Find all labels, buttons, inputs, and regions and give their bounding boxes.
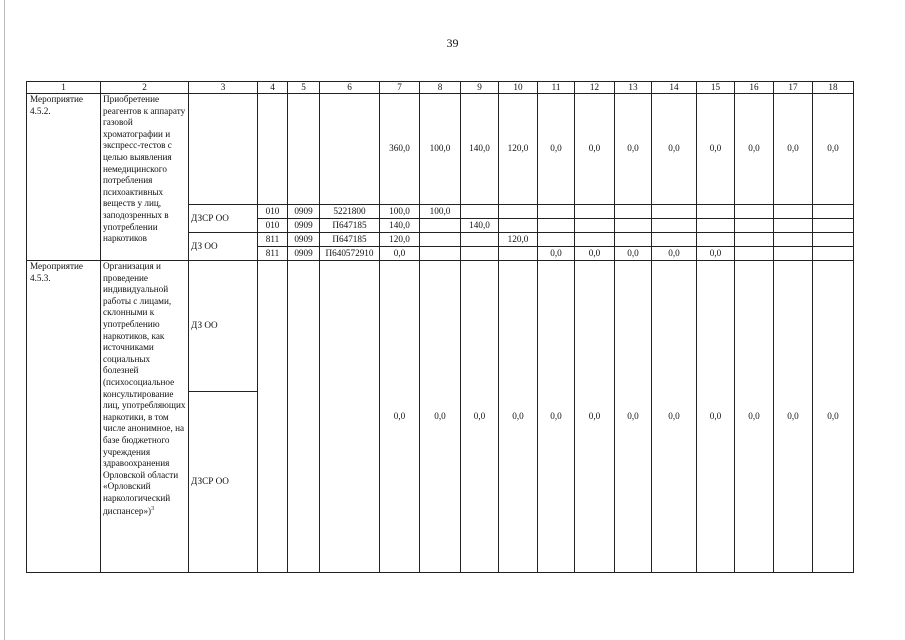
m453-total-c12: 0,0 [575,261,615,573]
header-col-14: 14 [652,82,697,94]
m452-org-empty [189,94,258,205]
header-col-16: 16 [735,82,774,94]
m453-total-c15: 0,0 [697,261,735,573]
m452-name: Приобретение реагентов к аппарату газовой хроматографии и экспресс-тестов с целью выявления немедицинского потребления психоактивных веществ у лиц, заподозренных в употреблении наркотиков [101,94,189,261]
header-col-8: 8 [420,82,461,94]
header-col-17: 17 [774,82,813,94]
m452-total-c14: 0,0 [652,94,697,205]
m452-total-c9: 140,0 [461,94,499,205]
m452-total-c17: 0,0 [774,94,813,205]
m452-total-c12: 0,0 [575,94,615,205]
m452-total-c7: 360,0 [380,94,420,205]
header-col-7: 7 [380,82,420,94]
page-number: 39 [446,36,459,50]
m453-total-c13: 0,0 [615,261,652,573]
m453-total-c7: 0,0 [380,261,420,573]
m452-row-3: ДЗ ОО 811 0909 П647185 120,0 120,0 [27,233,854,247]
header-col-2: 2 [101,82,189,94]
m453-code: Мероприятие 4.5.3. [27,261,101,573]
header-col-13: 13 [615,82,652,94]
header-col-12: 12 [575,82,615,94]
m452-total-c11: 0,0 [538,94,575,205]
m452-row-2: 010 0909 П647185 140,0 140,0 [27,219,854,233]
header-col-10: 10 [499,82,538,94]
m452-total-row [27,94,854,205]
m452-org-dz: ДЗ ОО [189,233,258,261]
m453-total-c11: 0,0 [538,261,575,573]
m453-total-c10: 0,0 [499,261,538,573]
header-col-18: 18 [813,82,854,94]
m452-total-c10: 120,0 [499,94,538,205]
m452-total-c13: 0,0 [615,94,652,205]
header-col-6: 6 [320,82,380,94]
m452-total-c8: 100,0 [420,94,461,205]
m452-code: Мероприятие 4.5.2. [27,94,101,261]
m453-total-c17: 0,0 [774,261,813,573]
m453-org-dzsr: ДЗСР ОО [189,392,258,573]
header-col-3: 3 [189,82,258,94]
m453-total-c8: 0,0 [420,261,461,573]
m453-row-1 [27,261,854,392]
m453-total-c9: 0,0 [461,261,499,573]
header-col-4: 4 [258,82,288,94]
m452-total-c15: 0,0 [697,94,735,205]
m453-total-c16: 0,0 [735,261,774,573]
m453-org-dz: ДЗ ОО [189,261,258,392]
header-row [27,82,854,94]
header-col-15: 15 [697,82,735,94]
m453-total-c14: 0,0 [652,261,697,573]
m452-org-dzsr: ДЗСР ОО [189,205,258,233]
header-col-9: 9 [461,82,499,94]
header-col-5: 5 [288,82,320,94]
page-edge-line [4,0,5,640]
m452-row-1: ДЗСР ОО 010 0909 5221800 100,0 100,0 [27,205,854,219]
budget-table [26,81,854,573]
m453-name: Организация и проведение индивидуальной работы с лицами, склонными к употреблению наркотиков, как источниками социальных болезней (психосоциальное консультирование лиц, употребляющих наркотики, в том числе анонимное, на базе бюджетного учреждения здравоохранения Орловской области «Орловский наркологический диспансер»)$^3$ [101,261,189,573]
m452-total-c16: 0,0 [735,94,774,205]
m452-row-4: 811 0909 П640572910 0,0 0,0 0,0 0,0 0,0 0,0 [27,247,854,261]
m453-total-c18: 0,0 [813,261,854,573]
m452-total-c18: 0,0 [813,94,854,205]
header-col-11: 11 [538,82,575,94]
header-col-1: 1 [27,82,101,94]
